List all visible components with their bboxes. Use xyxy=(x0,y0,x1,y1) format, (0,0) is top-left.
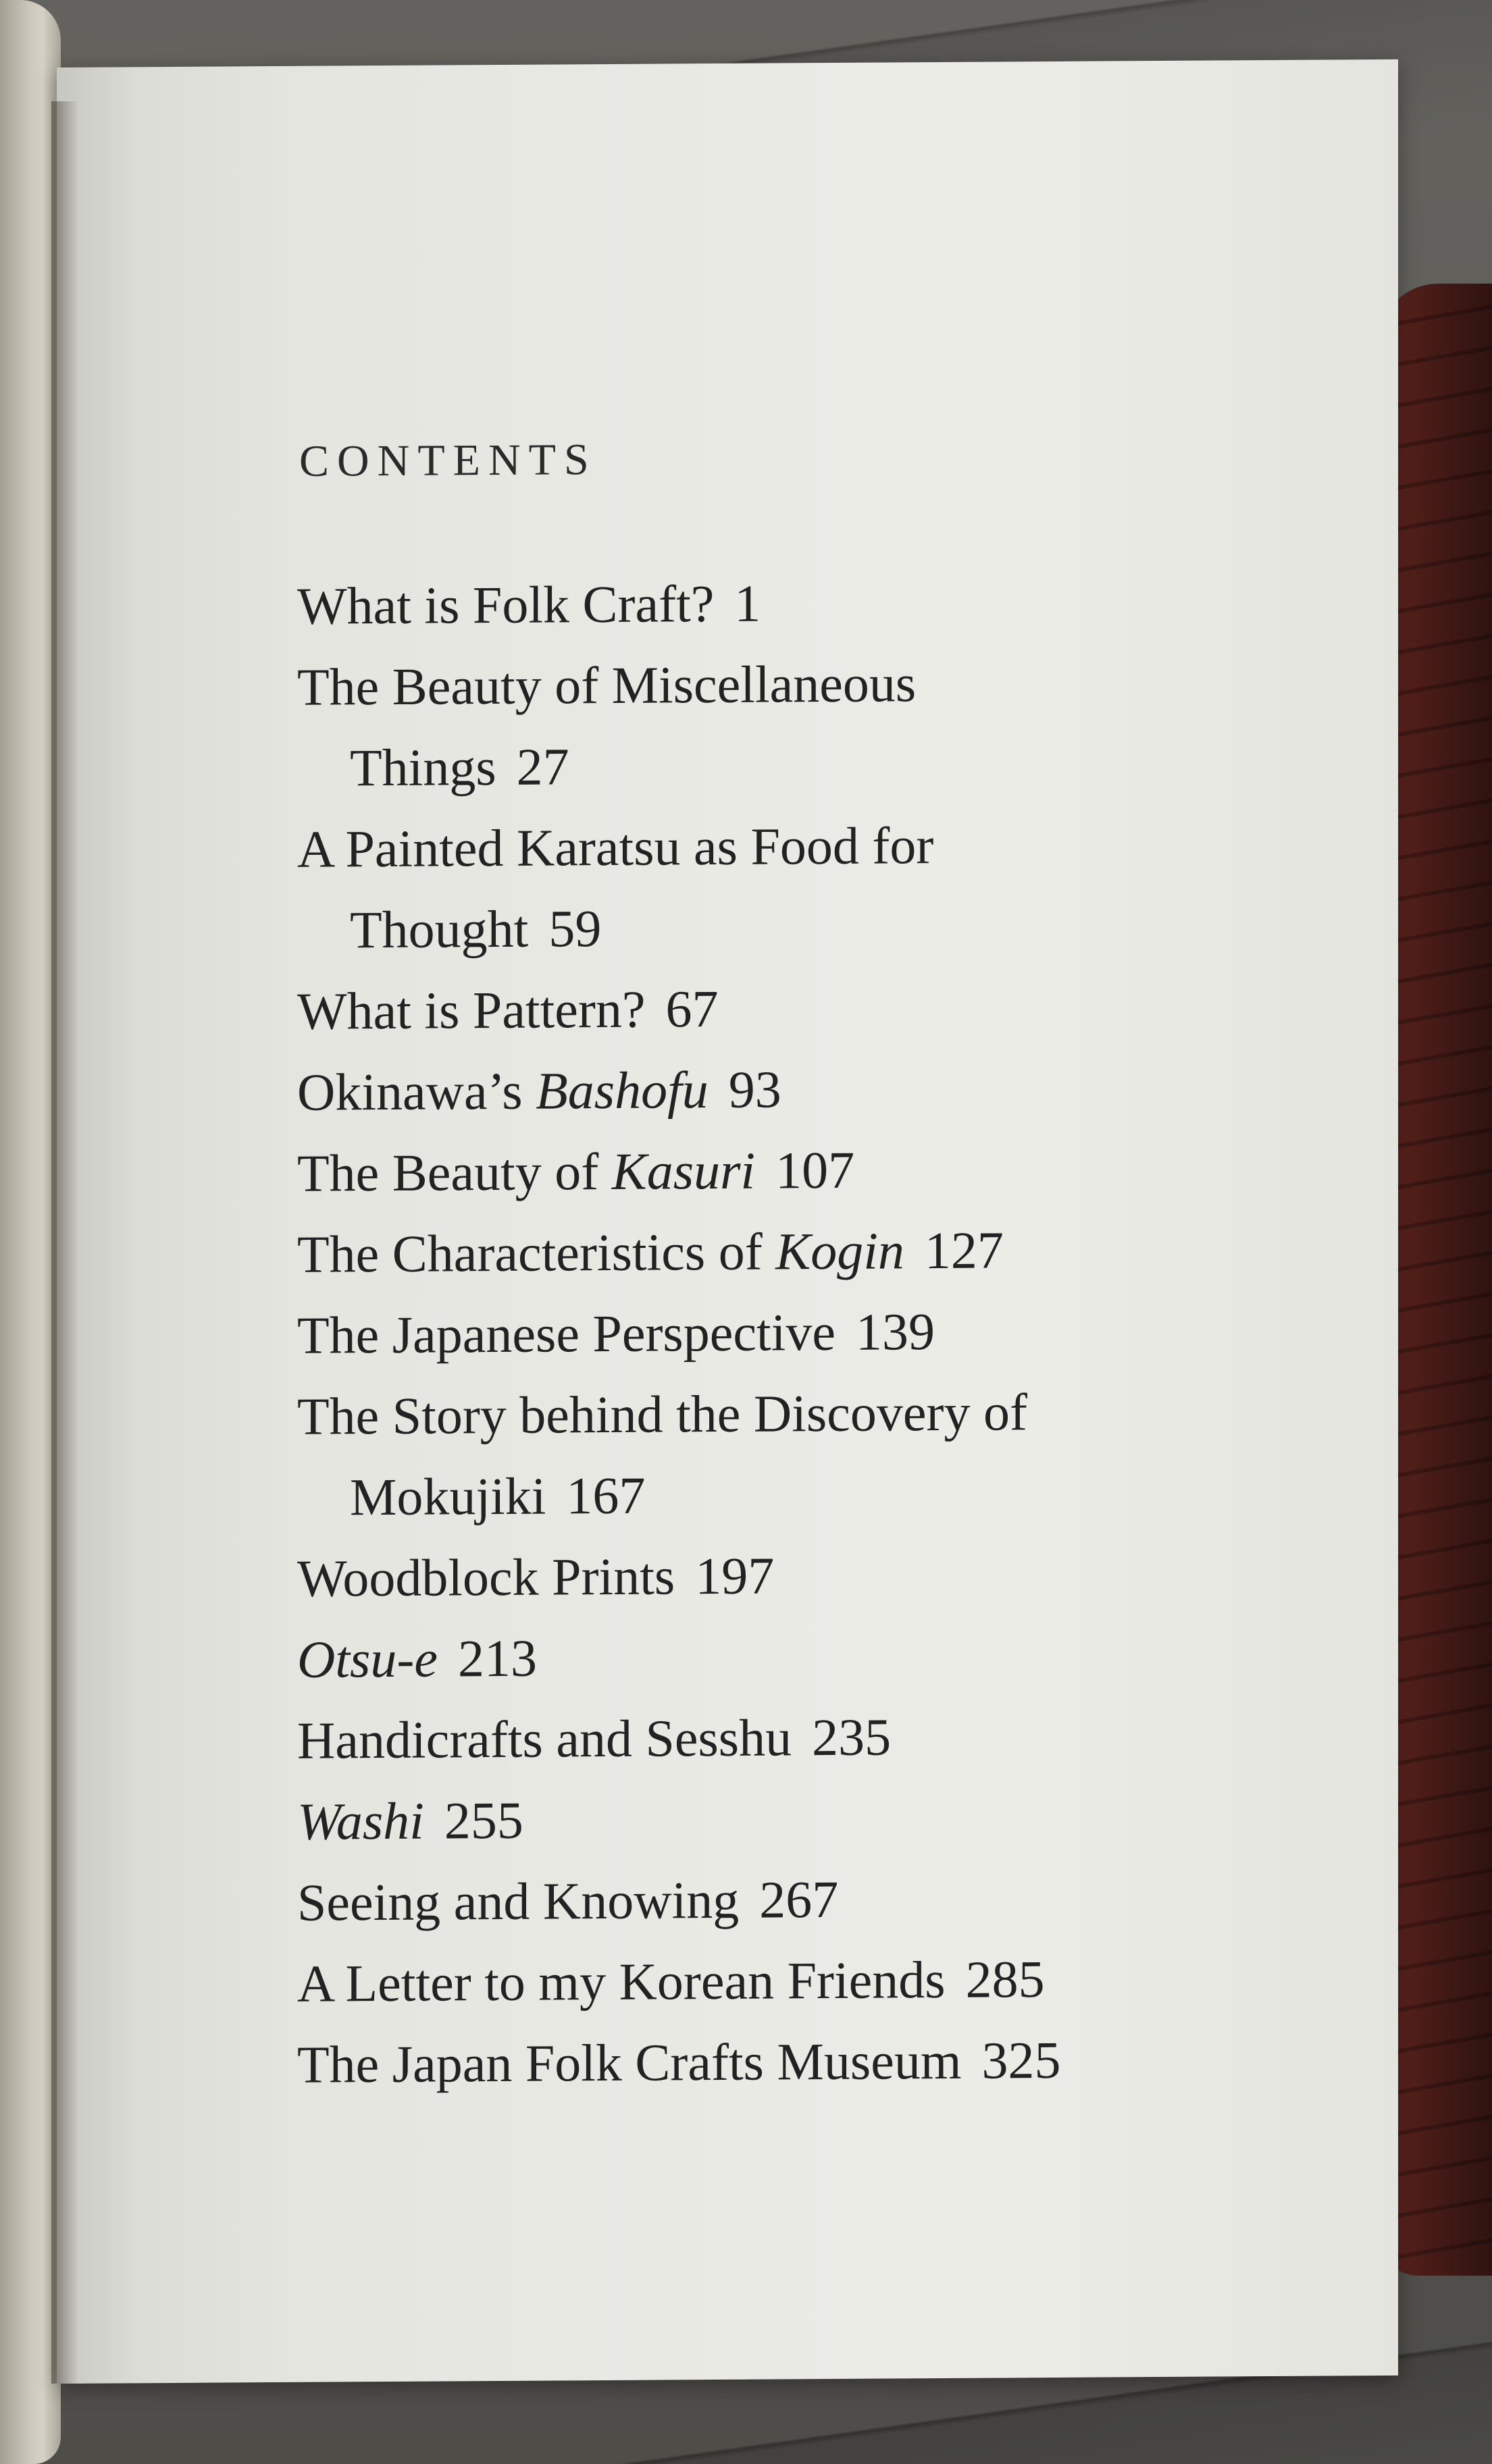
entry-title: The Beauty of Miscellaneous xyxy=(297,654,917,716)
toc-entry xyxy=(297,802,1351,971)
entry-title: A Painted Karatsu as Food for xyxy=(297,816,934,879)
entry-title-continued: Mokujiki xyxy=(350,1466,546,1527)
entry-title-continued: Thought xyxy=(350,899,529,960)
entry-page-number: 1 xyxy=(734,573,761,633)
entry-page-number: 285 xyxy=(965,1949,1045,2009)
entry-title-continued: Things xyxy=(350,737,496,797)
entry-title: The Story behind the Discovery of xyxy=(297,1382,1027,1446)
entry-page-number: 27 xyxy=(516,737,569,796)
entry-page-number: 59 xyxy=(548,899,602,958)
entry-page-number: 267 xyxy=(759,1869,839,1929)
entry-title-italic: Kasuri xyxy=(611,1141,756,1201)
toc-entry xyxy=(297,1045,1351,1133)
toc-entry xyxy=(297,1937,1351,2024)
entry-title: Woodblock Prints xyxy=(297,1546,675,1608)
toc-entry xyxy=(297,1694,1351,1781)
toc-entry xyxy=(297,1369,1351,1538)
entry-page-number: 197 xyxy=(695,1546,775,1606)
entry-title: A Letter to my Korean Friends xyxy=(297,1949,946,2013)
entry-title-italic: Washi xyxy=(297,1791,424,1851)
entry-title: Seeing and Knowing xyxy=(297,1870,740,1932)
entry-page-number: 139 xyxy=(856,1302,935,1361)
entry-page-number: 107 xyxy=(775,1140,855,1200)
toc-entry xyxy=(297,1613,1351,1700)
entry-page-number: 255 xyxy=(444,1790,523,1850)
toc-entry xyxy=(297,559,1351,647)
toc-entry xyxy=(297,1531,1351,1619)
entry-title: The Characteristics of xyxy=(297,1222,776,1284)
entry-page-number: 167 xyxy=(566,1465,646,1525)
entry-title-italic: Kogin xyxy=(775,1221,904,1281)
toc-entry xyxy=(297,1288,1351,1376)
entry-title: What is Folk Craft? xyxy=(297,574,715,635)
contents-heading: CONTENTS xyxy=(299,435,597,486)
entry-page-number: 93 xyxy=(728,1059,781,1119)
entry-title: The Japanese Perspective xyxy=(297,1302,835,1365)
entry-title-italic: Bashofu xyxy=(536,1060,709,1120)
entry-page-number: 127 xyxy=(924,1220,1004,1280)
toc-entry xyxy=(297,640,1351,809)
entry-page-number: 213 xyxy=(457,1628,537,1688)
entry-page-number: 235 xyxy=(812,1707,892,1767)
entry-title: What is Pattern? xyxy=(297,979,646,1041)
entry-page-number: 67 xyxy=(665,979,719,1039)
table-of-contents xyxy=(297,559,1351,2105)
toc-entry xyxy=(297,1775,1351,1862)
toc-entry xyxy=(297,1207,1351,1295)
entry-title: The Beauty of xyxy=(297,1141,612,1203)
toc-entry xyxy=(297,1126,1351,1214)
entry-title: Okinawa’s xyxy=(297,1061,536,1122)
entry-title-italic: Otsu-e xyxy=(297,1629,438,1689)
entry-title: The Japan Folk Crafts Museum xyxy=(297,2030,962,2094)
entry-title: Handicrafts and Sesshu xyxy=(297,1708,792,1770)
entry-page-number: 325 xyxy=(981,2030,1061,2090)
book-page xyxy=(57,59,1398,2384)
toc-entry xyxy=(297,1856,1351,1943)
spine-shadow xyxy=(51,101,78,2384)
toc-entry xyxy=(297,2018,1351,2105)
toc-entry xyxy=(297,964,1351,1052)
